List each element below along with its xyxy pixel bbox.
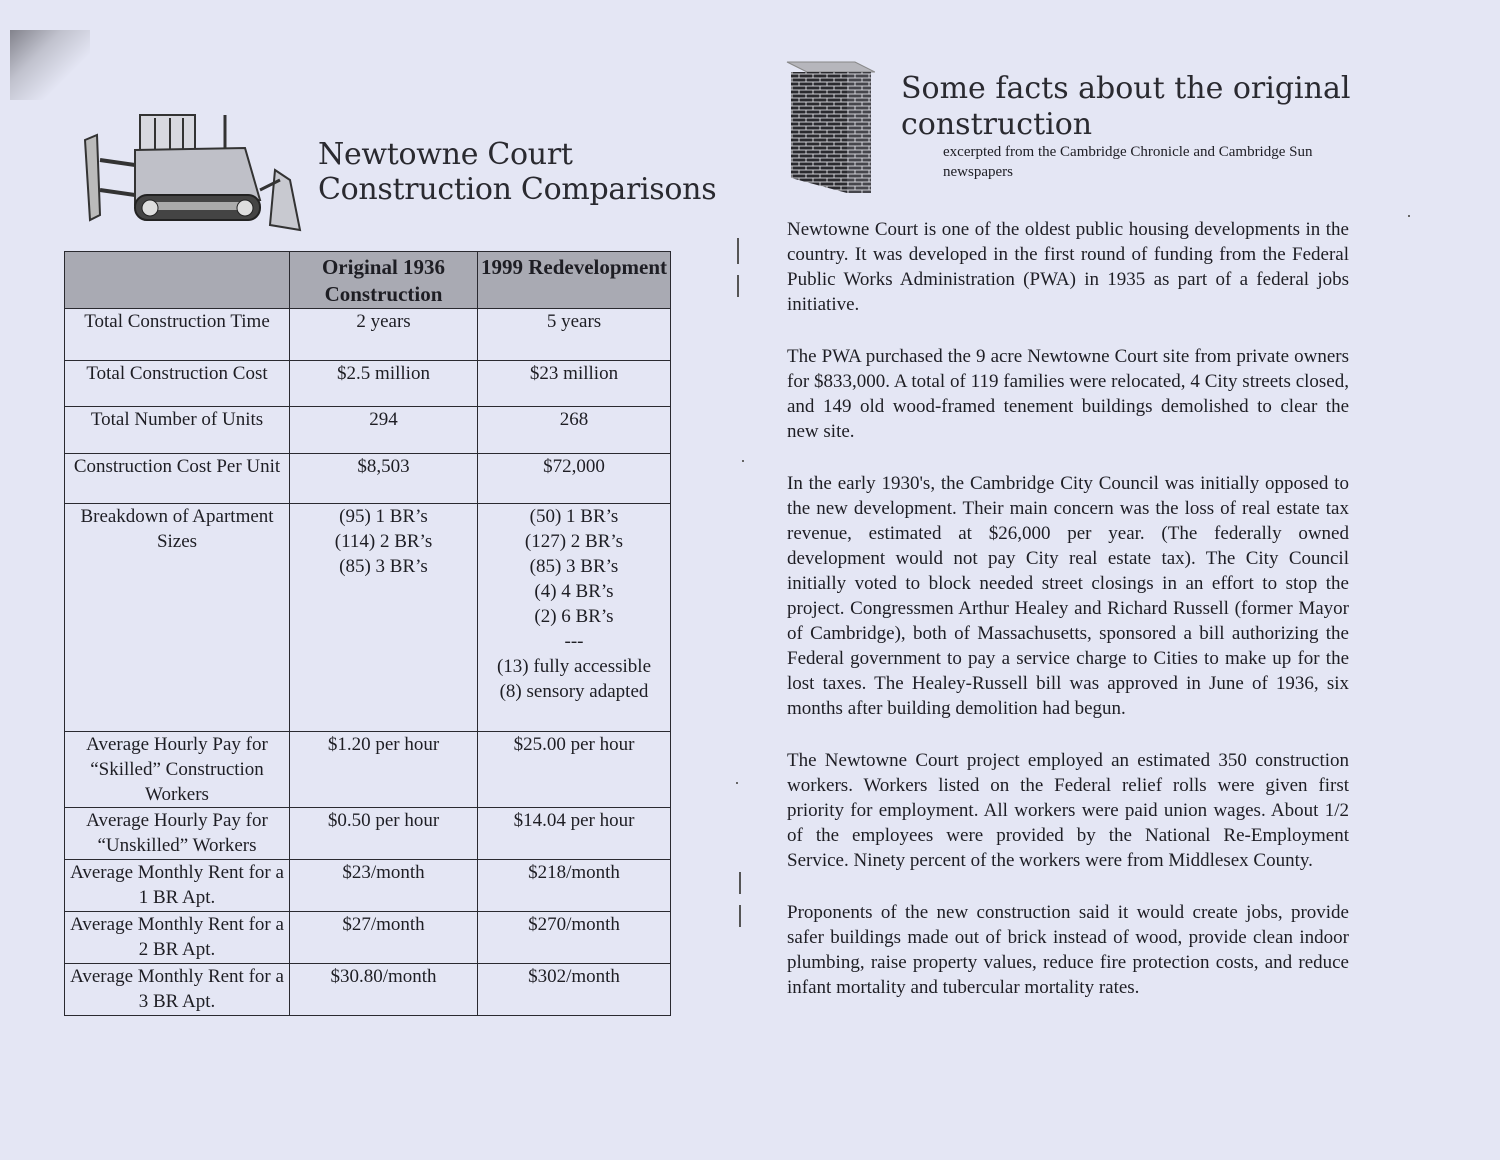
cell-line: (50) 1 BR’s	[529, 506, 619, 527]
bulldozer-icon	[75, 110, 305, 235]
table-row	[65, 454, 671, 504]
redevelopment-cell	[478, 504, 671, 732]
paragraph: The Newtowne Court project employed an estimated 350 construction workers. Workers listed on the Federal relief rolls were given first priority for employment. All workers were paid union wages. About 1/2 of the employees were provided by the National Re-Employment Service. Ninety percent of the workers were from Middlesex County.	[787, 750, 1349, 871]
cell-line: 294	[369, 409, 398, 430]
cell-line: $30.80/month	[330, 966, 437, 987]
cell-line: (127) 2 BR’s	[524, 531, 624, 552]
cell-line: 268	[559, 409, 589, 430]
original-cell	[290, 361, 478, 407]
table-header-row	[65, 252, 671, 309]
redevelopment-cell	[478, 309, 671, 361]
table-row	[65, 860, 671, 912]
cell-line: $8,503	[357, 456, 410, 477]
row-label: Total Construction Time	[65, 309, 290, 361]
cell-line: $218/month	[528, 862, 620, 883]
left-title	[318, 137, 716, 207]
row-label: Breakdown of Apartment Sizes	[65, 504, 290, 732]
scan-artifact	[10, 30, 90, 100]
row-label: Average Monthly Rent for a 3 BR Apt.	[65, 964, 290, 1016]
paragraph: Proponents of the new construction said it would create jobs, provide safer buildings made out of brick instead of wood, provide clean indoor plumbing, raise property values, reduce fire protection costs, and reduce infant mortality and tubercular mortality rates.	[787, 902, 1349, 998]
cell-line: $2.5 million	[337, 363, 430, 384]
right-subtitle: excerpted from the Cambridge Chronicle and Cambridge Sun newspapers	[943, 144, 1313, 180]
table-row	[65, 504, 671, 732]
cell-line: $27/month	[342, 914, 425, 935]
scan-dot	[1408, 215, 1410, 217]
row-label: Construction Cost Per Unit	[65, 454, 290, 504]
brick-wall-icon	[785, 58, 875, 193]
header-redevelopment: 1999 Redevelopment	[478, 252, 671, 309]
cell-line: $23/month	[342, 862, 425, 883]
row-label: Average Hourly Pay for “Unskilled” Workers	[65, 808, 290, 860]
scan-mark	[737, 238, 739, 264]
original-cell	[290, 912, 478, 964]
table-row	[65, 912, 671, 964]
original-cell	[290, 860, 478, 912]
original-cell	[290, 732, 478, 808]
original-cell	[290, 454, 478, 504]
redevelopment-cell	[478, 407, 671, 454]
table-row	[65, 964, 671, 1016]
right-title	[901, 71, 1350, 143]
redevelopment-cell	[478, 732, 671, 808]
cell-line: $1.20 per hour	[327, 734, 440, 755]
cell-line: (85) 3 BR’s	[339, 556, 428, 577]
row-label: Total Number of Units	[65, 407, 290, 454]
paragraph: In the early 1930's, the Cambridge City Council was initially opposed to the new development. Their main concern was the loss of real estate tax revenue, estimated at $26,000 per year. (The federally owned development would not pay City real estate tax). The City Council initially voted to block needed street closings in an effort to stop the project. Congressmen Arthur Healey and Richard Russell (former Mayor of Cambridge), both of Massachusetts, sponsored a bill authorizing the Federal government to pay a service charge to Cities to make up for the lost taxes. The Healey-Russell bill was approved in June of 1936, six months after building demolition had begun.	[787, 473, 1349, 719]
paragraph: Newtowne Court is one of the oldest public housing developments in the country. It was developed in the first round of funding from the Federal Public Works Administration (PWA) in 1935 as part of a federal jobs initiative.	[787, 219, 1349, 315]
comparison-table	[64, 251, 671, 1016]
original-cell	[290, 309, 478, 361]
redevelopment-cell	[478, 964, 671, 1016]
table-row	[65, 407, 671, 454]
redevelopment-cell	[478, 454, 671, 504]
cell-line: $23 million	[529, 363, 619, 384]
original-cell	[290, 808, 478, 860]
cell-line: $270/month	[528, 914, 620, 935]
article-body	[787, 217, 1349, 1027]
row-label: Average Monthly Rent for a 2 BR Apt.	[65, 912, 290, 964]
cell-line: $25.00 per hour	[513, 734, 635, 755]
redevelopment-cell	[478, 860, 671, 912]
table-row	[65, 361, 671, 407]
scan-dot	[742, 460, 744, 462]
redevelopment-cell	[478, 912, 671, 964]
original-cell	[290, 504, 478, 732]
row-label: Average Hourly Pay for “Skilled” Construction Workers	[65, 732, 290, 808]
row-label: Average Monthly Rent for a 1 BR Apt.	[65, 860, 290, 912]
cell-line: $302/month	[528, 966, 620, 987]
original-cell	[290, 407, 478, 454]
table-row	[65, 309, 671, 361]
right-title-line-2: construction	[901, 107, 1093, 142]
header-blank	[65, 252, 290, 309]
row-label: Total Construction Cost	[65, 361, 290, 407]
cell-line: $72,000	[543, 456, 605, 477]
title-line-2: Construction Comparisons	[318, 172, 717, 207]
cell-line: (8) sensory adapted	[499, 681, 649, 702]
cell-line: 2 years	[356, 311, 411, 332]
scan-mark	[739, 872, 741, 894]
cell-line: 5 years	[546, 311, 602, 332]
redevelopment-cell	[478, 808, 671, 860]
paragraph: The PWA purchased the 9 acre Newtowne Court site from private owners for $833,000. A total of 119 families were relocated, 4 City streets closed, and 149 old wood-framed tenement buildings demolished to clear the new site.	[787, 346, 1349, 442]
cell-line: $14.04 per hour	[513, 810, 635, 831]
redevelopment-cell	[478, 361, 671, 407]
original-cell	[290, 964, 478, 1016]
cell-line: (2) 6 BR’s	[534, 606, 614, 627]
title-line-1: Newtowne Court	[318, 137, 573, 172]
scan-dot	[736, 782, 738, 784]
right-title-line-1: Some facts about the original	[901, 71, 1351, 106]
table-row	[65, 732, 671, 808]
cell-line: (13) fully accessible	[496, 656, 652, 677]
table-row	[65, 808, 671, 860]
cell-line: (114) 2 BR’s	[334, 531, 433, 552]
cell-line: $0.50 per hour	[327, 810, 440, 831]
header-original: Original 1936 Construction	[290, 252, 478, 309]
cell-line: (4) 4 BR’s	[534, 581, 614, 602]
cell-line: (85) 3 BR’s	[529, 556, 619, 577]
scan-mark	[737, 275, 739, 297]
cell-line: ---	[564, 631, 584, 652]
cell-line: (95) 1 BR’s	[339, 506, 428, 527]
scan-mark	[739, 905, 741, 927]
